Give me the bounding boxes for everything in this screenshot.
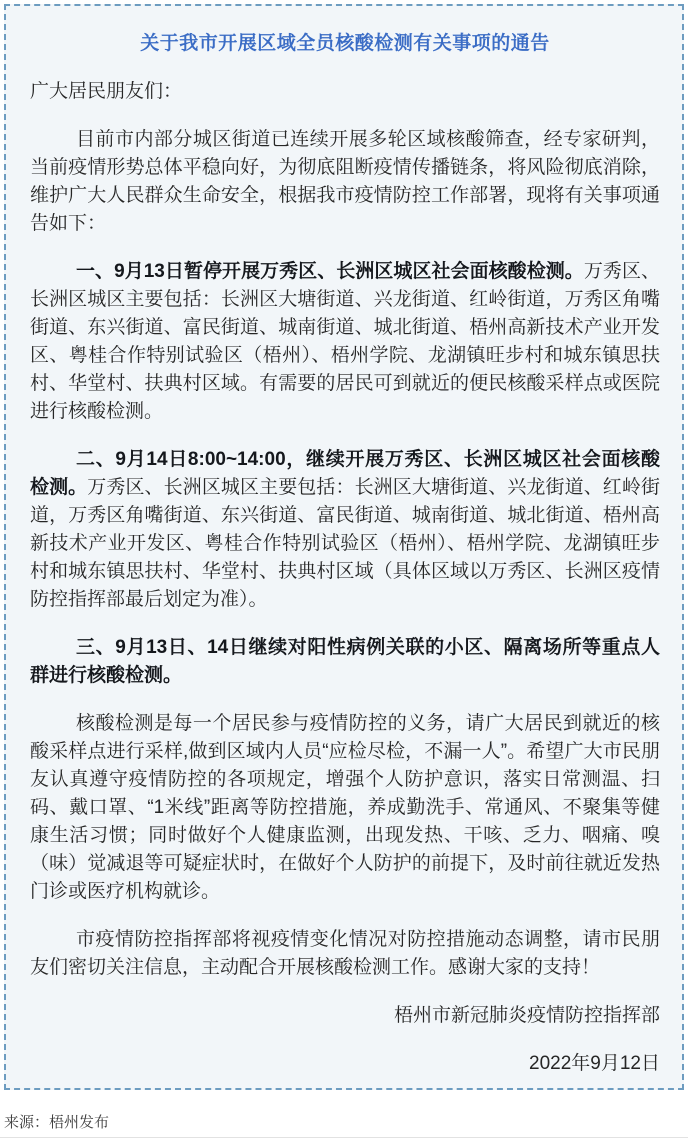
section-3-paragraph bbox=[30, 634, 660, 690]
section-2-heading: 二、9月14日8:00~14:00，继续开展万秀区、长洲区城区社会面核酸检测。 bbox=[30, 449, 660, 498]
section-1-paragraph bbox=[30, 258, 660, 426]
closing-paragraph: 市疫情防控指挥部将视疫情变化情况对防控措施动态调整，请市民朋友们密切关注信息，主动配合开展核酸检测工作。感谢大家的支持！ bbox=[30, 929, 660, 978]
section-1-heading: 一、9月13日暂停开展万秀区、长洲区城区社会面核酸检测。 bbox=[76, 261, 584, 282]
notice-title: 关于我市开展区域全员核酸检测有关事项的通告 bbox=[140, 33, 550, 54]
section-3-heading: 三、9月13日、14日继续对阳性病例关联的小区、隔离场所等重点人群进行核酸检测。 bbox=[30, 637, 660, 686]
source-label: 来源：梧州发布 bbox=[4, 1114, 110, 1131]
source-line bbox=[4, 1112, 109, 1134]
bottom-divider bbox=[0, 1137, 688, 1138]
intro-paragraph: 目前市内部分城区街道已连续开展多轮区域核酸筛查，经专家研判，当前疫情形势总体平稳向好，为彻底阻断疫情传播链条，将风险彻底消除，维护广大人民群众生命安全，根据我市疫情防控工作部署，现将有关事项通告如下： bbox=[30, 129, 660, 234]
notice-date: 2022年9月12日 bbox=[529, 1053, 660, 1074]
section-2-paragraph bbox=[30, 446, 660, 614]
section-2-body: 万秀区、长洲区城区主要包括：长洲区大塘街道、兴龙街道、红岭街道，万秀区角嘴街道、东兴街道、富民街道、城南街道、城北街道、梧州高新技术产业开发区、粤桂合作特别试验区（梧州）、梧州学院、龙湖镇旺步村和城东镇思扶村、华堂村、扶典村区域（具体区域以万秀区、长洲区疫情防控指挥部最后划定为准）。 bbox=[30, 477, 660, 610]
notice-box bbox=[4, 4, 684, 1090]
salutation: 广大居民朋友们： bbox=[30, 81, 183, 102]
signature: 梧州市新冠肺炎疫情防控指挥部 bbox=[393, 1005, 660, 1026]
section-1-body: 万秀区、长洲区城区主要包括：长洲区大塘街道、兴龙街道、红岭街道，万秀区角嘴街道、东兴街道、富民街道、城南街道、城北街道、梧州高新技术产业开发区、粤桂合作特别试验区（梧州）、梧州学院、龙湖镇旺步村和城东镇思扶村、华堂村、扶典村区域。有需要的居民可到就近的便民核酸采样点或医院进行核酸检测。 bbox=[30, 261, 660, 422]
advice-paragraph: 核酸检测是每一个居民参与疫情防控的义务，请广大居民到就近的核酸采样点进行采样,做到区域内人员“应检尽检，不漏一人”。希望广大市民朋友认真遵守疫情防控的各项规定，增强个人防护意识，落实日常测温、扫码、戴口罩、“1米线”距离等防控措施，养成勤洗手、常通风、不聚集等健康生活习惯；同时做好个人健康监测，出现发热、干咳、乏力、咽痛、嗅（味）觉减退等可疑症状时，在做好个人防护的前提下，及时前往就近发热门诊或医疗机构就诊。 bbox=[30, 713, 660, 902]
